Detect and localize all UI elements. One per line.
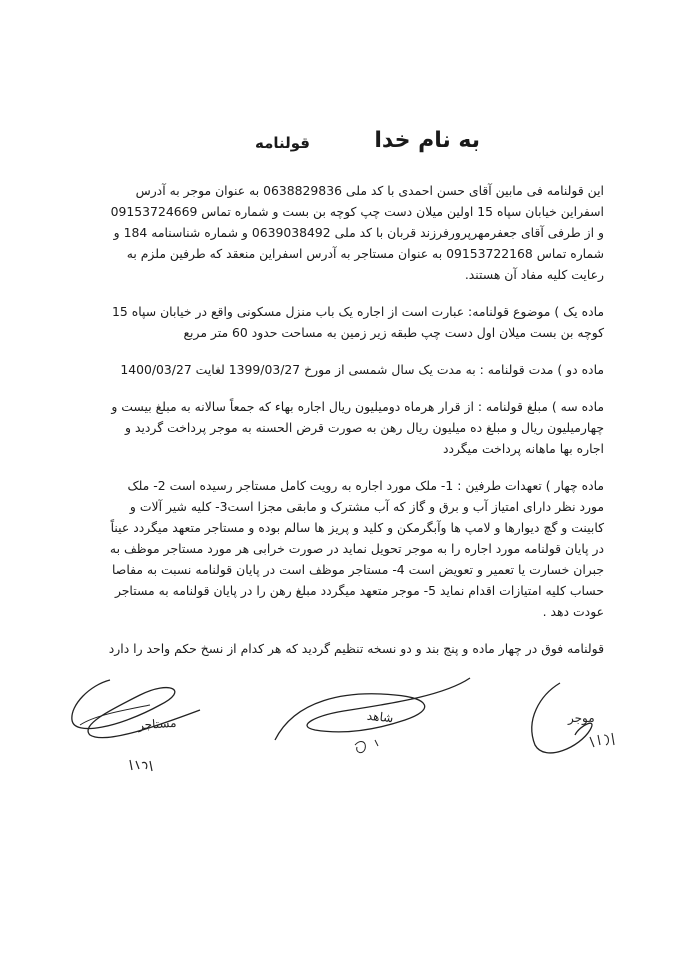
landlord-signature-label: موجر <box>568 711 595 725</box>
landlord-signature-block <box>500 675 640 770</box>
contract-body <box>106 180 604 675</box>
closing-paragraph: قولنامه فوق در چهار ماده و پنج بند و دو نسخه تنظیم گردید که هر کدام از نسخ حکم واحد را دارد <box>108 641 604 656</box>
article-3: ماده سه ) مبلغ قولنامه : از قرار هرماه دومیلیون ریال اجاره بهاء که جمعاً سالانه به مبلغ بیست و چهارمیلیون ریال و مبلغ ده میلیون ریال رهن به صورت قرض الحسنه به موجر پرداخت گردید و اجاره بها ماهانه پرداخت میگردد <box>111 399 604 456</box>
tenant-signature-label: مستاجر <box>137 715 177 733</box>
document-header <box>0 128 700 168</box>
witness-signature-block <box>255 670 485 770</box>
document-title: قولنامه <box>255 134 310 152</box>
article-2: ماده دو ) مدت قولنامه : به مدت یک سال شمسی از مورخ 1399/03/27 لغایت 1400/03/27 <box>120 362 604 377</box>
tenant-signature-scribble <box>50 665 220 785</box>
article-4: ماده چهار ) تعهدات طرفین : 1- ملک مورد اجاره به رویت کامل مستاجر رسیده است 2- ملک مورد نظر دارای امتیاز آب و برق و گاز که آب مشترک و مابقی مجزا است3- کلیه شیر آلات و کابینت و گچ دیوارها و لامپ ها وآبگرمکن و کلید و پریز ها سالم بوده و مستاجر متعهد میگردد عیناً در پایان قولنامه مورد اجاره را به موجر تحویل نماید در صورت خرابی هر مورد مستاجر موظف به جبران خسارت یا تعمیر و تعویض است 4- مستاجر موظف است در پایان قولنامه نسبت به مفاصا حساب کلیه امتیازات اقدام نماید 5- موجر متعهد میگردد مبلغ رهن را در پایان قولنامه به مستاجر عودت دهد . <box>109 478 604 619</box>
intro-paragraph: این قولنامه فی مابین آقای حسن احمدی با کد ملی 0638829836 به عنوان موجر به آدرس اسفراین خیابان سپاه 15 اولین میلان دست چپ کوچه بن بست و شماره تماس 09153724669 و از طرفی آقای جعفرمهرپرورفرزند قربان با کد ملی 0639038492 و شماره شناسنامه 184 و شماره تماس 09153722168 به عنوان مستاجر به آدرس اسفراین منعقد که طرفین ملزم به رعایت کلیه مفاد آن هستند. <box>110 183 604 282</box>
witness-signature-label: شاهد <box>366 708 395 726</box>
basmala-heading: به نام خدا <box>374 128 480 153</box>
tenant-signature-block <box>50 665 220 785</box>
article-1: ماده یک ) موضوع قولنامه: عبارت است از اجاره یک باب منزل مسکونی واقع در خیابان سپاه 15 کوچه بن بست میلان اول دست چپ طبقه زیر زمین به مساحت حدود 60 متر مربع <box>112 304 604 340</box>
